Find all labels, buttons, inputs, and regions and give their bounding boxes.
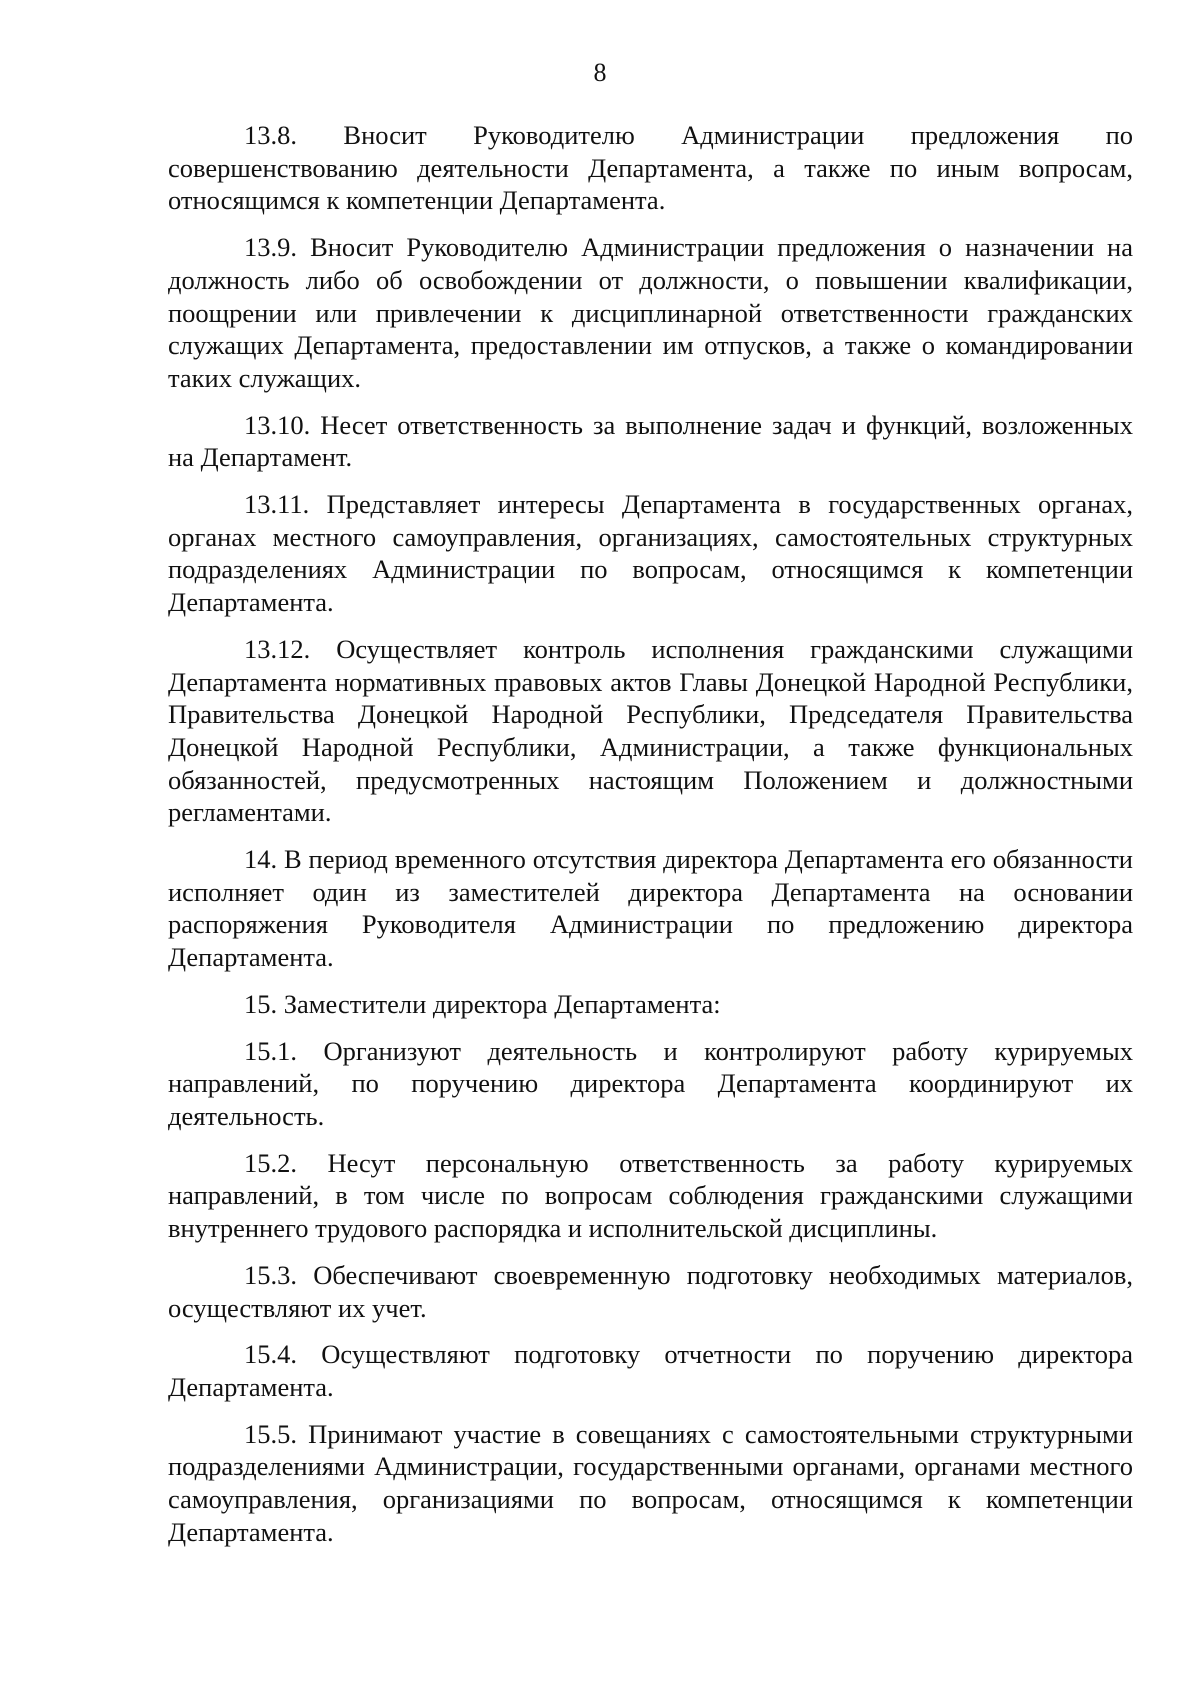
paragraph-number: 13.8.: [244, 120, 297, 150]
paragraph-text: Осуществляет контроль исполнения гражданскими служащими Департамента нормативных правовых актов Главы Донецкой Народной Республики, Правительства Донецкой Народной Республики, Председателя Правительства Донецкой Народной Республики, Администрации, а также функциональных обязанностей, предусмотренных настоящим Положением и должностными регламентами.: [168, 633, 1134, 828]
paragraph-15-2: [168, 1147, 1133, 1245]
paragraph-number: 13.11.: [244, 489, 310, 520]
paragraph-number: 13.12.: [244, 633, 311, 664]
paragraph-text: Вносит Руководителю Администрации предложения о назначении на должность либо об освобождении от должности, о повышении квалификации, поощрении или привлечении к дисциплинарной ответственности гражданских служащих Департамента, предоставлении им отпусков, а также о командировании таких служащих.: [168, 232, 1133, 393]
paragraph-text: В период временного отсутствия директора Департамента его обязанности исполняет один из заместителей директора Департамента на основании распоряжения Руководителя Администрации по предложению директора Департамента.: [168, 844, 1133, 973]
paragraph-number: 15.3.: [244, 1259, 297, 1290]
paragraph-number: 15.2.: [244, 1147, 297, 1178]
paragraph-number: 13.10.: [244, 409, 311, 440]
paragraph-15-4: [168, 1338, 1133, 1403]
paragraph-number: 15.5.: [244, 1418, 297, 1449]
paragraph-15: [168, 988, 1133, 1021]
page-number: 8: [593, 58, 607, 87]
paragraph-text: Осуществляют подготовку отчетности по поручению директора Департамента.: [168, 1339, 1133, 1402]
paragraph-13-12: [168, 633, 1133, 829]
paragraph-15-3: [168, 1259, 1133, 1324]
paragraph-text: Заместители директора Департамента:: [283, 988, 721, 1019]
paragraph-15-1: [168, 1035, 1133, 1133]
document-body: [168, 119, 1133, 1562]
paragraph-text: Несут персональную ответственность за работу курируемых направлений, в том числе по вопросам соблюдения гражданскими служащими внутреннего трудового распорядка и исполнительской дисциплины.: [168, 1147, 1134, 1244]
paragraph-text: Принимают участие в совещаниях с самостоятельными структурными подразделениями Администрации, государственными органами, органами местного самоуправления, организациями по вопросам, относящимся к компетенции Департамента.: [168, 1418, 1133, 1547]
paragraph-13-8: [168, 119, 1133, 217]
paragraph-text: Представляет интересы Департамента в государственных органах, органах местного самоуправления, организациях, самостоятельных структурных подразделениях Администрации по вопросам, относящимся к компетенции Департамента.: [168, 489, 1134, 618]
paragraph-number: 15.: [244, 988, 278, 1019]
paragraph-13-11: [168, 488, 1133, 619]
paragraph-number: 14.: [244, 844, 278, 875]
paragraph-15-5: [168, 1418, 1133, 1549]
paragraph-13-9: [168, 231, 1133, 395]
paragraph-14: [168, 843, 1133, 974]
paragraph-text: Вносит Руководителю Администрации предложения по совершенствованию деятельности Департамента, а также по иным вопросам, относящимся к компетенции Департамента.: [168, 120, 1133, 216]
paragraph-13-10: [168, 409, 1133, 474]
paragraph-text: Обеспечивают своевременную подготовку необходимых материалов, осуществляют их учет.: [168, 1259, 1134, 1323]
paragraph-number: 13.9.: [244, 232, 297, 263]
paragraph-text: Несет ответственность за выполнение задач и функций, возложенных на Департамент.: [168, 409, 1133, 473]
paragraph-text: Организуют деятельность и контролируют работу курируемых направлений, по поручению директора Департамента координируют их деятельность.: [168, 1035, 1134, 1131]
paragraph-number: 15.4.: [244, 1339, 297, 1370]
paragraph-number: 15.1.: [244, 1035, 297, 1066]
